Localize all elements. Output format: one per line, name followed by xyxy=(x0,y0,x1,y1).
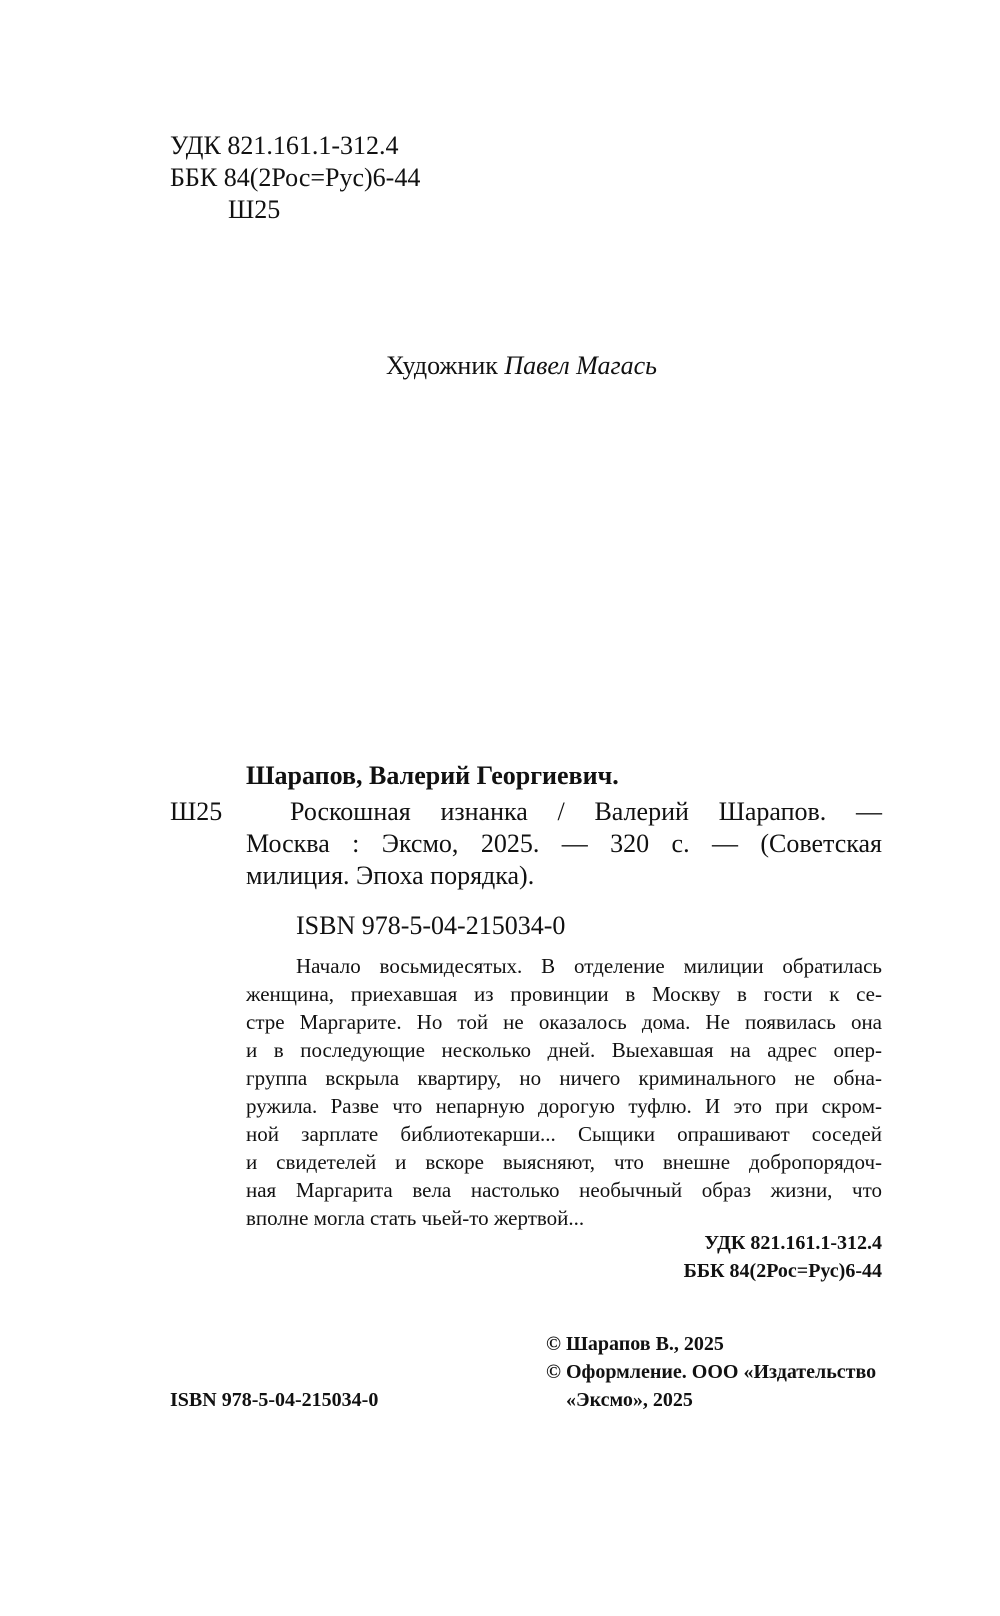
annotation-line: ной зарплате библиотекарши... Сыщики опрашивают соседей xyxy=(246,1122,882,1146)
udk-code-top: УДК 821.161.1-312.4 xyxy=(170,131,399,160)
artist-credit xyxy=(386,350,657,382)
annotation-line: группа вскрыла квартиру, но ничего криминального не обна- xyxy=(246,1066,882,1090)
annotation-line: Начало восьмидесятых. В отделение милиции обратилась xyxy=(296,954,882,978)
catalog-cipher: Ш25 xyxy=(170,797,223,826)
isbn-bottom: ISBN 978-5-04-215034-0 xyxy=(170,1389,379,1411)
annotation-line: ружила. Разве что непарную дорогую туфлю. И это при скром- xyxy=(246,1094,882,1118)
copyright-design-continued: «Эксмо», 2025 xyxy=(566,1389,693,1411)
copyright-author: © Шарапов В., 2025 xyxy=(546,1333,724,1355)
catalog-description-line: Москва : Эксмо, 2025. — 320 с. — (Советская xyxy=(246,829,882,858)
annotation-line: стре Маргарите. Но той не оказалось дома. Не появилась она xyxy=(246,1010,882,1034)
bbk-code-bottom: ББК 84(2Рос=Рус)6-44 xyxy=(683,1260,882,1282)
catalog-isbn: ISBN 978-5-04-215034-0 xyxy=(296,911,566,940)
artist-name: Павел Магась xyxy=(504,351,657,380)
annotation-line: ная Маргарита вела настолько необычный образ жизни, что xyxy=(246,1178,882,1202)
catalog-description-line: милиция. Эпоха порядка). xyxy=(246,861,535,890)
annotation-line: и в последующие несколько дней. Выехавшая на адрес опер- xyxy=(246,1038,882,1062)
udk-code-bottom: УДК 821.161.1-312.4 xyxy=(704,1232,882,1254)
copyright-design: © Оформление. ООО «Издательство xyxy=(546,1361,877,1383)
catalog-author: Шарапов, Валерий Георгиевич. xyxy=(246,761,619,790)
annotation-line: вполне могла стать чьей-то жертвой... xyxy=(246,1206,585,1230)
bbk-code-top: ББК 84(2Рос=Рус)6-44 xyxy=(170,163,421,192)
catalog-description-line: Роскошная изнанка / Валерий Шарапов. — xyxy=(290,797,882,826)
artist-label: Художник xyxy=(386,351,498,380)
annotation-line: и свидетелей и вскоре выясняют, что внешне добропорядоч- xyxy=(246,1150,882,1174)
author-cipher-top: Ш25 xyxy=(228,195,281,224)
annotation-line: женщина, приехавшая из провинции в Москву в гости к се- xyxy=(246,982,882,1006)
